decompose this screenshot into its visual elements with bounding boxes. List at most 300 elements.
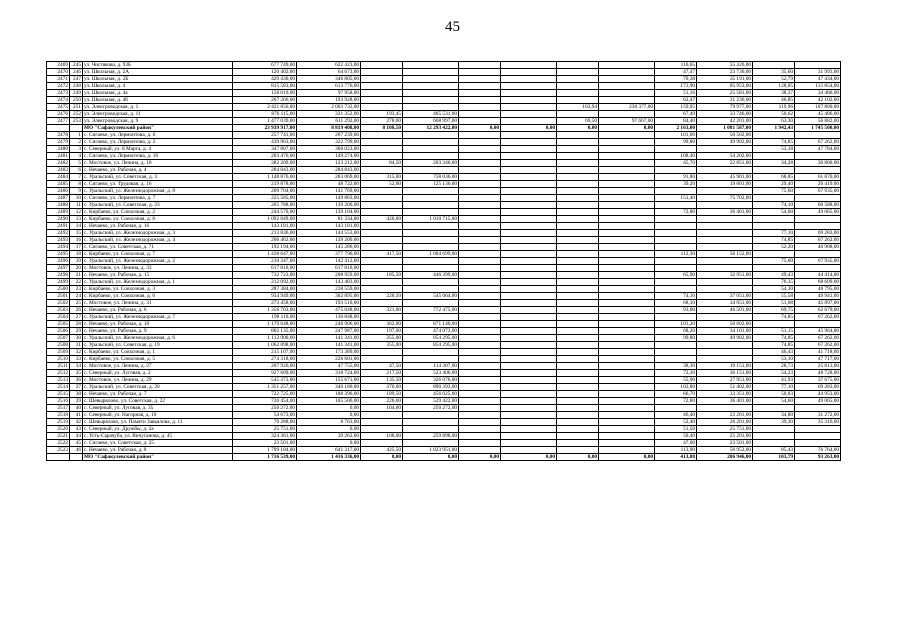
cell-c2a: 226,00 bbox=[361, 398, 403, 405]
table-row bbox=[47, 223, 841, 230]
cell-c6a: 75,60 bbox=[753, 188, 795, 195]
cell-idx: 2517 bbox=[47, 405, 70, 412]
cell-c4a bbox=[557, 314, 599, 321]
cell-c5b: 37 051,00 bbox=[697, 293, 753, 300]
cell-c6a bbox=[753, 167, 795, 174]
cell-num: 46 bbox=[70, 447, 83, 454]
cell-c4a bbox=[557, 363, 599, 370]
cell-c5b: 27 951,00 bbox=[697, 377, 753, 384]
cell-c6b: 67 262,00 bbox=[795, 342, 841, 349]
cell-c6a: 38,37 bbox=[753, 90, 795, 97]
cell-c6b: 67 262,00 bbox=[795, 335, 841, 342]
cell-c2b bbox=[403, 223, 459, 230]
cell-idx: 2519 bbox=[47, 419, 70, 426]
cell-c6a: 68,85 bbox=[753, 174, 795, 181]
cell-idx: 2498 bbox=[47, 272, 70, 279]
cell-c3b bbox=[501, 223, 557, 230]
cell-idx: 2495 bbox=[47, 251, 70, 258]
cell-c2b: 854 295,00 bbox=[403, 342, 459, 349]
cell-c3b bbox=[501, 209, 557, 216]
cell-c6a: 85,43 bbox=[753, 447, 795, 454]
cell-total_cost: 1 062 898,00 bbox=[233, 342, 297, 349]
cell-c2a: 0,00 bbox=[361, 454, 403, 461]
cell-c3b bbox=[501, 160, 557, 167]
cell-c2b: 474 073,00 bbox=[403, 328, 459, 335]
cell-c6a bbox=[753, 265, 795, 272]
cell-c3b bbox=[501, 90, 557, 97]
cell-num: 22 bbox=[70, 279, 83, 286]
cell-c4a bbox=[557, 398, 599, 405]
cell-c5b bbox=[697, 286, 753, 293]
cell-c4a: 163,94 bbox=[557, 104, 599, 111]
cell-c5b: 26 201,00 bbox=[697, 419, 753, 426]
cell-c3b bbox=[501, 62, 557, 69]
cell-c5b bbox=[697, 258, 753, 265]
cell-c6a: 52,20 bbox=[753, 244, 795, 251]
table-row bbox=[47, 300, 841, 307]
cell-c6b: 67 262,00 bbox=[795, 237, 841, 244]
cell-address: с. Нечаево, ул. Рабочая, д. 6 bbox=[83, 307, 233, 314]
cell-c2a bbox=[361, 69, 403, 76]
cell-c5a: 110,65 bbox=[655, 62, 697, 69]
cell-c4a bbox=[557, 237, 599, 244]
cell-c3b bbox=[501, 433, 557, 440]
cell-c5a: 84,40 bbox=[655, 118, 697, 125]
cell-c6b: 1 745 500,00 bbox=[795, 125, 841, 132]
cell-c6a: 53,18 bbox=[753, 146, 795, 153]
cell-c3a bbox=[459, 90, 501, 97]
cell-c4b bbox=[599, 62, 655, 69]
cell-c4b bbox=[599, 342, 655, 349]
cell-idx: 2501 bbox=[47, 293, 70, 300]
cell-num: 28 bbox=[70, 321, 83, 328]
cell-c2b: 259 898,00 bbox=[403, 433, 459, 440]
cell-c3a bbox=[459, 153, 501, 160]
cell-c5b: 34 051,00 bbox=[697, 300, 753, 307]
cell-c4b bbox=[599, 174, 655, 181]
cell-c6b: 45 486,00 bbox=[795, 111, 841, 118]
cell-total_cost: 347 807,00 bbox=[233, 146, 297, 153]
cell-c5a: 102,80 bbox=[655, 384, 697, 391]
cell-idx: 2522 bbox=[47, 440, 70, 447]
table-row bbox=[47, 251, 841, 258]
cell-c1: 64 673,00 bbox=[297, 69, 361, 76]
cell-c6a: 35,60 bbox=[753, 69, 795, 76]
cell-total_cost: 203 476,00 bbox=[233, 153, 297, 160]
cell-address: с. Северный, ул. 8 Марта, д. 4 bbox=[83, 146, 233, 153]
table-row bbox=[47, 202, 841, 209]
cell-c2a bbox=[361, 300, 403, 307]
cell-c5b bbox=[697, 405, 753, 412]
cell-c1: 0,00 bbox=[297, 440, 361, 447]
cell-c6b: 61 870,00 bbox=[795, 174, 841, 181]
cell-c1: 284 843,00 bbox=[297, 167, 361, 174]
cell-c2b bbox=[403, 69, 459, 76]
cell-total_cost: 23 501,00 bbox=[233, 440, 297, 447]
cell-num: 32 bbox=[70, 349, 83, 356]
cell-total_cost: 143 181,00 bbox=[233, 223, 297, 230]
cell-c2a bbox=[361, 90, 403, 97]
cell-c2a: 355,00 bbox=[361, 335, 403, 342]
cell-c5b: 85 953,00 bbox=[697, 83, 753, 90]
cell-total_cost: 815 583,00 bbox=[233, 83, 297, 90]
cell-c3b bbox=[501, 363, 557, 370]
total-row bbox=[47, 454, 841, 461]
cell-c3a bbox=[459, 174, 501, 181]
cell-c6a: 74,85 bbox=[753, 139, 795, 146]
cell-c5b bbox=[697, 349, 753, 356]
cell-c3a bbox=[459, 237, 501, 244]
cell-c5b bbox=[697, 202, 753, 209]
cell-c4b bbox=[599, 279, 655, 286]
cell-total_cost: 1 799 184,00 bbox=[233, 447, 297, 454]
cell-c3b bbox=[501, 83, 557, 90]
cell-c6b bbox=[795, 216, 841, 223]
table-row bbox=[47, 314, 841, 321]
cell-c5a bbox=[655, 188, 697, 195]
cell-c3a: 0,00 bbox=[459, 454, 501, 461]
cell-c1: 340 180,00 bbox=[297, 384, 361, 391]
cell-c5a: 46,40 bbox=[655, 412, 697, 419]
cell-c3a bbox=[459, 160, 501, 167]
cell-c2b bbox=[403, 104, 459, 111]
table-row bbox=[47, 139, 841, 146]
cell-address: с. Северный, ул. Луговая, д. 2 bbox=[83, 370, 233, 377]
cell-c4b bbox=[599, 258, 655, 265]
cell-c5a bbox=[655, 216, 697, 223]
cell-num: 246 bbox=[70, 69, 83, 76]
cell-c4a bbox=[557, 97, 599, 104]
cell-c1: 123 212,00 bbox=[297, 160, 361, 167]
cell-c2a: 193,45 bbox=[361, 111, 403, 118]
cell-idx: 2469 bbox=[47, 62, 70, 69]
cell-c4b bbox=[599, 237, 655, 244]
cell-c2b bbox=[403, 258, 459, 265]
cell-c1: 155 671,00 bbox=[297, 377, 361, 384]
cell-c4a bbox=[557, 335, 599, 342]
cell-c2b: 456 025,00 bbox=[403, 391, 459, 398]
table-row bbox=[47, 398, 841, 405]
cell-c5b: 56 152,00 bbox=[697, 251, 753, 258]
cell-num: 29 bbox=[70, 328, 83, 335]
cell-c4b bbox=[599, 300, 655, 307]
cell-c6b bbox=[795, 440, 841, 447]
cell-num: 23 bbox=[70, 286, 83, 293]
cell-c5a: 99,80 bbox=[655, 335, 697, 342]
cell-total_cost: 1 356 703,00 bbox=[233, 307, 297, 314]
cell-c3a bbox=[459, 440, 501, 447]
cell-idx: 2478 bbox=[47, 132, 70, 139]
cell-c2b: 1 004 699,00 bbox=[403, 251, 459, 258]
cell-c6b: 48 728,00 bbox=[795, 370, 841, 377]
cell-c6a: 1 942,43 bbox=[753, 125, 795, 132]
cell-c6a: 53,10 bbox=[753, 356, 795, 363]
cell-c4a bbox=[557, 405, 599, 412]
cell-c3b bbox=[501, 258, 557, 265]
cell-c4a bbox=[557, 139, 599, 146]
cell-c6b: 44 953,00 bbox=[795, 391, 841, 398]
cell-c6a: 34,28 bbox=[753, 160, 795, 167]
cell-c3a bbox=[459, 223, 501, 230]
cell-c3a bbox=[459, 265, 501, 272]
cell-c4b bbox=[599, 391, 655, 398]
cell-num: 43 bbox=[70, 426, 83, 433]
cell-total_cost: 215 107,00 bbox=[233, 349, 297, 356]
cell-c2a bbox=[361, 279, 403, 286]
cell-c2a: 104,00 bbox=[361, 405, 403, 412]
cell-address: с. Северный, ул. Дружбы, д. 2а bbox=[83, 426, 233, 433]
table-row bbox=[47, 440, 841, 447]
cell-c3a bbox=[459, 118, 501, 125]
cell-c3a bbox=[459, 447, 501, 454]
cell-address: с. Уральский, ул. Железнодорожная, д. 3 bbox=[83, 230, 233, 237]
cell-c6a: 128,05 bbox=[753, 83, 795, 90]
cell-c6a: 49,43 bbox=[753, 272, 795, 279]
cell-idx: 2523 bbox=[47, 447, 70, 454]
cell-address: с. Мостовое, ул. Ленина, д. 33 bbox=[83, 265, 233, 272]
cell-total_cost: 213 836,00 bbox=[233, 230, 297, 237]
cell-c1: 208 959,00 bbox=[297, 272, 361, 279]
cell-idx: 2494 bbox=[47, 244, 70, 251]
cell-c4b bbox=[599, 244, 655, 251]
table-row bbox=[47, 69, 841, 76]
cell-c4b bbox=[599, 286, 655, 293]
cell-c2a bbox=[361, 209, 403, 216]
cell-c6a: 75,60 bbox=[753, 258, 795, 265]
cell-idx: 2492 bbox=[47, 230, 70, 237]
cell-num: 252 bbox=[70, 111, 83, 118]
cell-c4b bbox=[599, 272, 655, 279]
cell-c6b: 67 935,00 bbox=[795, 188, 841, 195]
cell-address: с. Уральский, ул. Железнодорожная, д. 6 bbox=[83, 335, 233, 342]
cell-c6a: 74,10 bbox=[753, 202, 795, 209]
table-row bbox=[47, 335, 841, 342]
cell-num: 245 bbox=[70, 62, 83, 69]
cell-c5a bbox=[655, 258, 697, 265]
cell-c1: 81 334,00 bbox=[297, 216, 361, 223]
cell-c3a bbox=[459, 433, 501, 440]
cell-num: 21 bbox=[70, 272, 83, 279]
table-row bbox=[47, 349, 841, 356]
cell-total_cost: 120 402,00 bbox=[233, 69, 297, 76]
cell-c5b: 56 952,00 bbox=[697, 447, 753, 454]
cell-c3b bbox=[501, 300, 557, 307]
cell-c3b bbox=[501, 440, 557, 447]
cell-c6a: 54,23 bbox=[753, 370, 795, 377]
cell-c3b bbox=[501, 307, 557, 314]
cell-c4a bbox=[557, 202, 599, 209]
cell-idx: 2484 bbox=[47, 174, 70, 181]
cell-c2b bbox=[403, 146, 459, 153]
cell-c3a bbox=[459, 230, 501, 237]
cell-c5a: 66,70 bbox=[655, 391, 697, 398]
cell-c2b bbox=[403, 202, 459, 209]
cell-c2a: 197,00 bbox=[361, 328, 403, 335]
cell-c6a bbox=[753, 216, 795, 223]
cell-c6a: 51,08 bbox=[753, 300, 795, 307]
cell-c5a: 101,00 bbox=[655, 132, 697, 139]
cell-c4a bbox=[557, 174, 599, 181]
cell-c4b bbox=[599, 307, 655, 314]
cell-num: 36 bbox=[70, 377, 83, 384]
cell-c1: 0,00 bbox=[297, 405, 361, 412]
cell-total_cost: 1 351 257,00 bbox=[233, 384, 297, 391]
cell-total_cost: 617 810,00 bbox=[233, 265, 297, 272]
cell-idx: 2510 bbox=[47, 356, 70, 363]
cell-c2a bbox=[361, 440, 403, 447]
cell-c2a: 425,50 bbox=[361, 447, 403, 454]
cell-c4a bbox=[557, 349, 599, 356]
cell-c5b: 46 501,00 bbox=[697, 307, 753, 314]
cell-c3a bbox=[459, 69, 501, 76]
cell-c4b bbox=[599, 90, 655, 97]
cell-c5b: 19 151,00 bbox=[697, 363, 753, 370]
cell-c5a bbox=[655, 314, 697, 321]
cell-c2b bbox=[403, 412, 459, 419]
cell-c5a: 39,20 bbox=[655, 181, 697, 188]
cell-address: с. Уральский, ул. Советская, д. 19 bbox=[83, 342, 233, 349]
cell-c2a bbox=[361, 62, 403, 69]
cell-c2b bbox=[403, 167, 459, 174]
cell-address: с. Уральский, ул. Советская, д. 3 bbox=[83, 174, 233, 181]
cell-c5a: 74,10 bbox=[655, 293, 697, 300]
cell-c3b bbox=[501, 146, 557, 153]
cell-c4b bbox=[599, 97, 655, 104]
cell-c6b: 67 262,00 bbox=[795, 314, 841, 321]
cell-c4a: 0,00 bbox=[557, 125, 599, 132]
cell-c3b bbox=[501, 419, 557, 426]
cell-c5b: 42 201,00 bbox=[697, 118, 753, 125]
cell-c5a: 50,40 bbox=[655, 433, 697, 440]
cell-c2a bbox=[361, 356, 403, 363]
cell-c4a bbox=[557, 209, 599, 216]
cell-c1: 1 416 336,00 bbox=[297, 454, 361, 461]
cell-c2a: 185,50 bbox=[361, 272, 403, 279]
cell-num: 7 bbox=[70, 174, 83, 181]
cell-num: 31 bbox=[70, 342, 83, 349]
cell-idx: 2479 bbox=[47, 139, 70, 146]
cell-c4a bbox=[557, 62, 599, 69]
cell-idx: 2507 bbox=[47, 335, 70, 342]
cell-c3a bbox=[459, 209, 501, 216]
table-row bbox=[47, 265, 841, 272]
cell-c2a bbox=[361, 202, 403, 209]
cell-c3a bbox=[459, 83, 501, 90]
cell-c2a bbox=[361, 412, 403, 419]
cell-idx: 2474 bbox=[47, 97, 70, 104]
cell-num: 4 bbox=[70, 153, 83, 160]
cell-c2a bbox=[361, 258, 403, 265]
cell-c3b bbox=[501, 167, 557, 174]
cell-c3b bbox=[501, 384, 557, 391]
cell-c5a: 55,90 bbox=[655, 377, 697, 384]
cell-c1: 139 104,00 bbox=[297, 209, 361, 216]
cell-c5a: 68,20 bbox=[655, 328, 697, 335]
cell-c5b: 1 081 587,00 bbox=[697, 125, 753, 132]
cell-c6b: 45 964,00 bbox=[795, 328, 841, 335]
table-row bbox=[47, 97, 841, 104]
cell-c5a: 93,00 bbox=[655, 307, 697, 314]
cell-c5a: 65,90 bbox=[655, 272, 697, 279]
cell-c5a: 113,90 bbox=[655, 447, 697, 454]
cell-c5b bbox=[697, 223, 753, 230]
cell-c5a: 99,80 bbox=[655, 139, 697, 146]
cell-c2a: 278,00 bbox=[361, 118, 403, 125]
cell-c5a: 151,40 bbox=[655, 195, 697, 202]
cell-c3b bbox=[501, 447, 557, 454]
cell-c5b bbox=[697, 342, 753, 349]
cell-c4b bbox=[599, 160, 655, 167]
table-row bbox=[47, 216, 841, 223]
cell-c5a: 171,90 bbox=[655, 83, 697, 90]
cell-c1: 300 023,00 bbox=[297, 146, 361, 153]
table-row bbox=[47, 132, 841, 139]
cell-num: 10 bbox=[70, 195, 83, 202]
cell-num: 34 bbox=[70, 363, 83, 370]
cell-c4b bbox=[599, 202, 655, 209]
cell-c4a: 0,00 bbox=[557, 454, 599, 461]
cell-c3b bbox=[501, 342, 557, 349]
cell-total_cost: 429 430,00 bbox=[233, 76, 297, 83]
cell-c5b: 49 902,00 bbox=[697, 335, 753, 342]
cell-c3b bbox=[501, 426, 557, 433]
cell-total_cost: 677 749,00 bbox=[233, 62, 297, 69]
cell-c5b bbox=[697, 279, 753, 286]
cell-c3a bbox=[459, 111, 501, 118]
cell-address: с. Сигаево, ул. Лермонтова, д. 2 bbox=[83, 139, 233, 146]
table-row bbox=[47, 356, 841, 363]
cell-idx: 2487 bbox=[47, 195, 70, 202]
cell-c3a bbox=[459, 328, 501, 335]
cell-c2b: 890 393,00 bbox=[403, 384, 459, 391]
cell-c3a bbox=[459, 286, 501, 293]
table-row bbox=[47, 293, 841, 300]
cell-c2b bbox=[403, 314, 459, 321]
cell-c2b: 250 272,00 bbox=[403, 405, 459, 412]
cell-c1: 377 796,00 bbox=[297, 251, 361, 258]
cell-c4b bbox=[599, 188, 655, 195]
cell-c4a bbox=[557, 377, 599, 384]
cell-c3a bbox=[459, 244, 501, 251]
table-row bbox=[47, 76, 841, 83]
cell-c2a: 370,00 bbox=[361, 384, 403, 391]
cell-c4b bbox=[599, 195, 655, 202]
cell-c1: 8 819 408,00 bbox=[297, 125, 361, 132]
cell-c2a: 321,00 bbox=[361, 307, 403, 314]
cell-idx: 2512 bbox=[47, 370, 70, 377]
cell-c6b bbox=[795, 433, 841, 440]
cell-c3b bbox=[501, 328, 557, 335]
cell-c3b bbox=[501, 279, 557, 286]
cell-address: с. Сигаево, ул. Лермонтова, д. 6 bbox=[83, 132, 233, 139]
table-row bbox=[47, 160, 841, 167]
cell-c1: 475 048,00 bbox=[297, 307, 361, 314]
cell-c3b bbox=[501, 356, 557, 363]
cell-idx: 2515 bbox=[47, 391, 70, 398]
cell-c4a bbox=[557, 293, 599, 300]
cell-c3b bbox=[501, 349, 557, 356]
cell-c3b bbox=[501, 237, 557, 244]
cell-c6b: 56 882,00 bbox=[795, 118, 841, 125]
cell-c3a bbox=[459, 97, 501, 104]
cell-c4b bbox=[599, 209, 655, 216]
cell-c6a: 46,43 bbox=[753, 349, 795, 356]
cell-c6a: 52,79 bbox=[753, 76, 795, 83]
cell-c1: 193 510,00 bbox=[297, 300, 361, 307]
cell-c2b: 0,00 bbox=[403, 454, 459, 461]
cell-c6a: 74,85 bbox=[753, 237, 795, 244]
cell-num: 44 bbox=[70, 433, 83, 440]
